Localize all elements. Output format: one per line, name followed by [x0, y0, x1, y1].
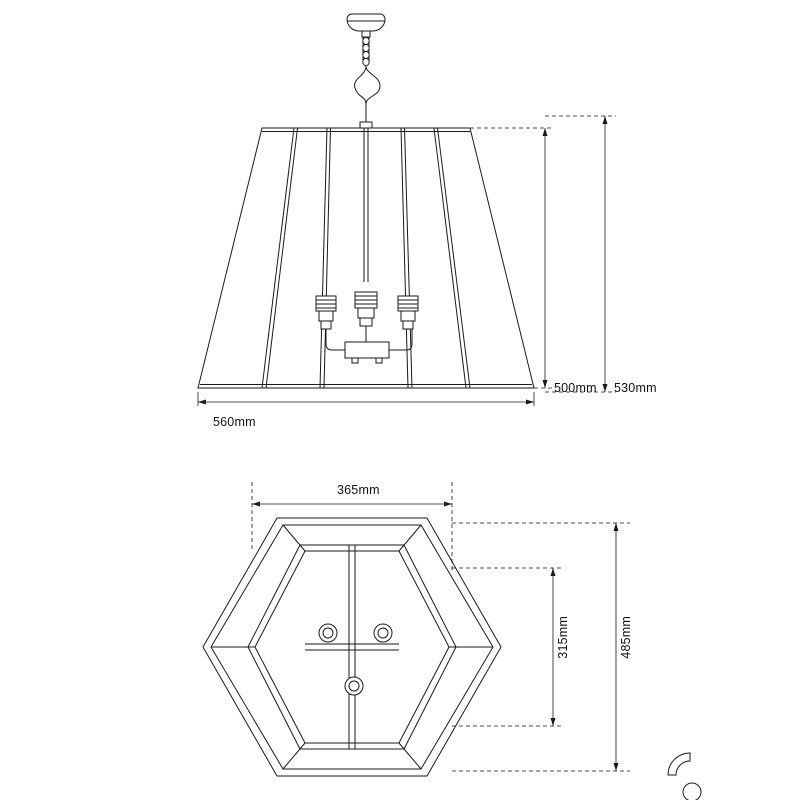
dimension-label-overall-height: 530mm — [614, 381, 657, 395]
dimension-label-front-width: 560mm — [213, 415, 256, 429]
dimension-overall-height — [545, 116, 616, 392]
top-fixing-plate-icon — [360, 122, 372, 128]
dimension-label-shade-height: 500mm — [554, 381, 597, 395]
dimension-label-plan-inner-height: 315mm — [556, 616, 570, 659]
plan-lamp-holder-right-icon — [374, 624, 392, 642]
dimension-label-plan-overall-height: 485mm — [619, 616, 633, 659]
plan-lamp-holder-bottom-icon — [345, 677, 363, 695]
suspension-cable-icon — [355, 66, 380, 124]
plan-lamp-holder-left-icon — [319, 624, 337, 642]
dimension-label-plan-width: 365mm — [337, 483, 380, 497]
suspension-chain-icon — [363, 37, 369, 66]
ceiling-rose-icon — [347, 14, 385, 37]
corner-stamp-icon — [668, 753, 701, 800]
dimension-front-width — [198, 392, 534, 406]
